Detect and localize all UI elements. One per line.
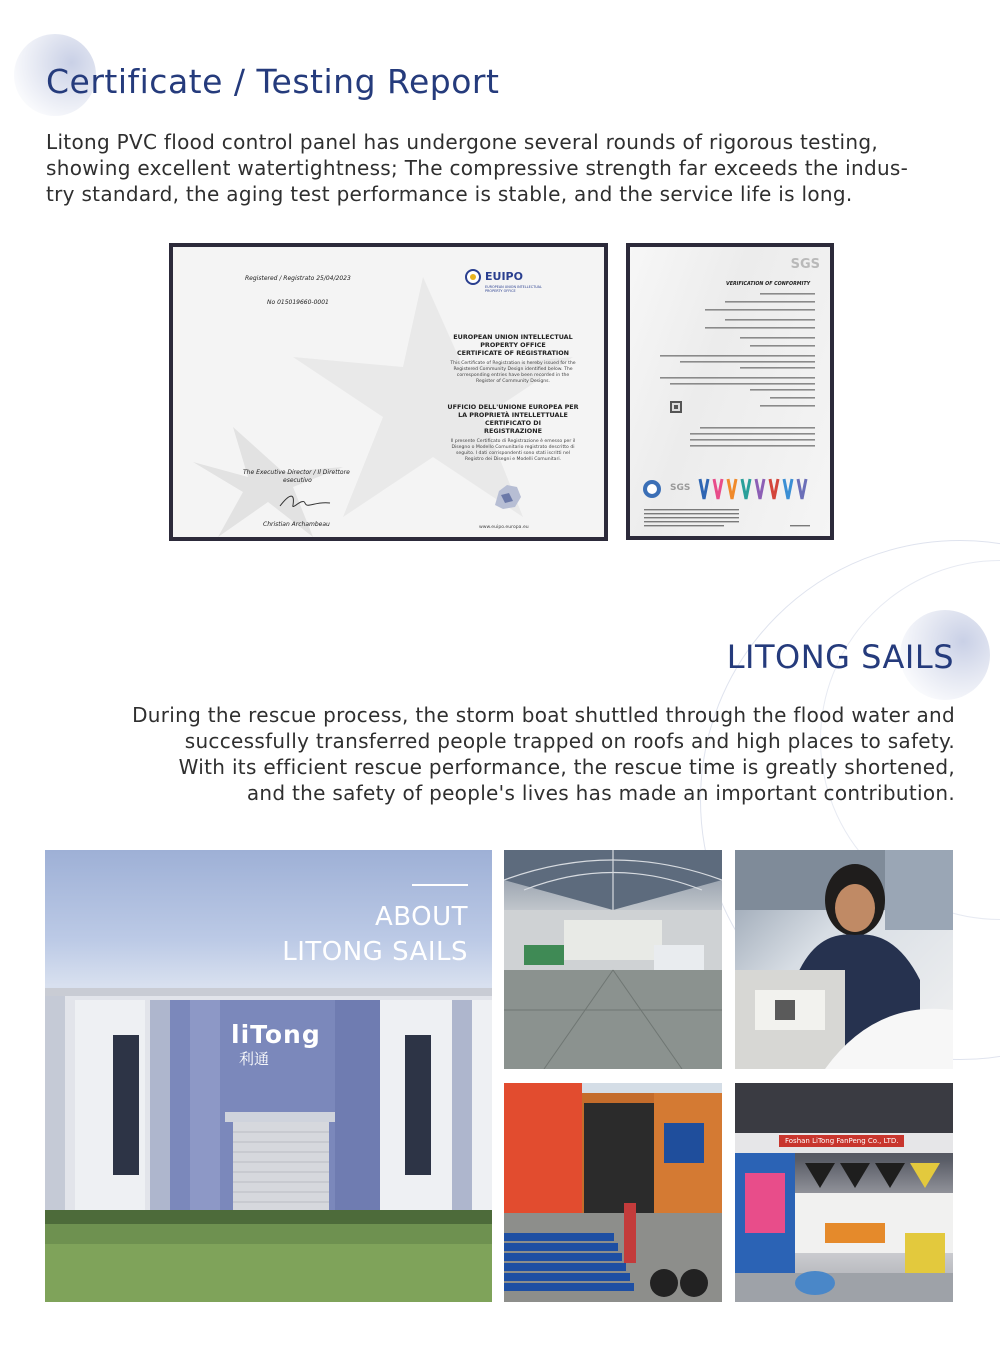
sgs-footer-logos <box>630 469 830 509</box>
container-loading-photo <box>504 1083 722 1302</box>
certificate-heading-it: UFFICIO DELL'UNIONE EUROPEA PER LA PROPRIETÀ INTELLETTUALE CERTIFICATO DI REGISTRAZIONE <box>447 403 579 435</box>
euipo-website: www.euipo.europa.eu <box>479 525 529 530</box>
sewing-worker-photo <box>735 850 953 1069</box>
sgs-logo: SGS <box>790 257 820 272</box>
certificate-heading-en: EUROPEAN UNION INTELLECTUAL PROPERTY OFFICE CERTIFICATE OF REGISTRATION <box>453 333 573 357</box>
paragraph-line: Litong PVC flood control panel has undergone several rounds of rigorous testing, <box>46 130 879 154</box>
sgs-certificate <box>626 243 834 540</box>
worker-illustration <box>735 850 953 1069</box>
paragraph-line: With its efficient rescue performance, the rescue time is greatly shortened, <box>178 755 955 779</box>
paragraph-line: During the rescue process, the storm boat shuttled through the flood water and <box>132 703 955 727</box>
certificate-body-it: Il presente Certificato di Registrazione è emesso per il Disegno o Modello Comunitario registrato descritto di seguito. I dati corrispondenti sono stati iscritti nel Registro dei Disegni e Modelli Comunitari. <box>450 439 576 462</box>
euipo-logo-text: EUIPO <box>485 270 523 283</box>
paragraph-line: try standard, the aging test performance is stable, and the service life is long. <box>46 182 853 206</box>
certificate-section-paragraph <box>46 129 966 207</box>
euipo-logo-icon <box>465 269 481 285</box>
factory-interior-photo <box>504 850 722 1069</box>
factory-illustration <box>504 850 722 1069</box>
sails-section-paragraph <box>55 702 955 806</box>
booth-label: Foshan LiTong FanPeng Co., LTD. <box>779 1135 904 1147</box>
certificate-body-en: This Certificate of Registration is hereby issued for the Registered Community Design identified below. The corresponding entries have been recorded in the Register of Community Designs. <box>450 361 576 384</box>
registered-date: Registered / Registrato 25/04/2023 <box>245 275 351 282</box>
euipo-logo-subtitle: EUROPEAN UNION INTELLECTUAL PROPERTY OFFICE <box>485 285 542 293</box>
litong-logo-chinese: 利通 <box>239 1050 270 1068</box>
sgs-certificate-text-lines <box>630 291 830 461</box>
paragraph-line: showing excellent watertightness; The compressive strength far exceeds the indus- <box>46 156 909 180</box>
expo-illustration <box>735 1083 953 1302</box>
signature-name: Christian Archambeau <box>263 521 330 528</box>
executive-director-label: The Executive Director / Il Direttore <box>243 469 350 476</box>
certificate-section-title: Certificate / Testing Report <box>46 62 500 101</box>
container-illustration <box>504 1083 722 1302</box>
signature-icon <box>275 491 335 513</box>
europe-map-icon <box>487 479 527 513</box>
about-heading-line2: LITONG SAILS <box>282 937 468 967</box>
litong-logo: liTong <box>231 1020 321 1049</box>
exhibition-booth-photo <box>735 1083 953 1302</box>
registration-number: No 015019660-0001 <box>267 299 329 306</box>
about-divider <box>412 884 468 886</box>
executive-director-label-2: esecutivo <box>283 477 312 484</box>
about-heading-line1: ABOUT <box>374 902 468 932</box>
verification-heading: VERIFICATION OF CONFORMITY <box>726 282 811 287</box>
paragraph-line: successfully transferred people trapped on roofs and high places to safety. <box>184 729 955 753</box>
sails-section-title: LITONG SAILS <box>726 638 954 676</box>
sgs-footer-logo-text: SGS <box>670 483 691 493</box>
sgs-footer-text-lines <box>630 507 830 536</box>
euipo-certificate <box>169 243 608 541</box>
paragraph-line: and the safety of people's lives has made an important contribution. <box>246 781 955 805</box>
